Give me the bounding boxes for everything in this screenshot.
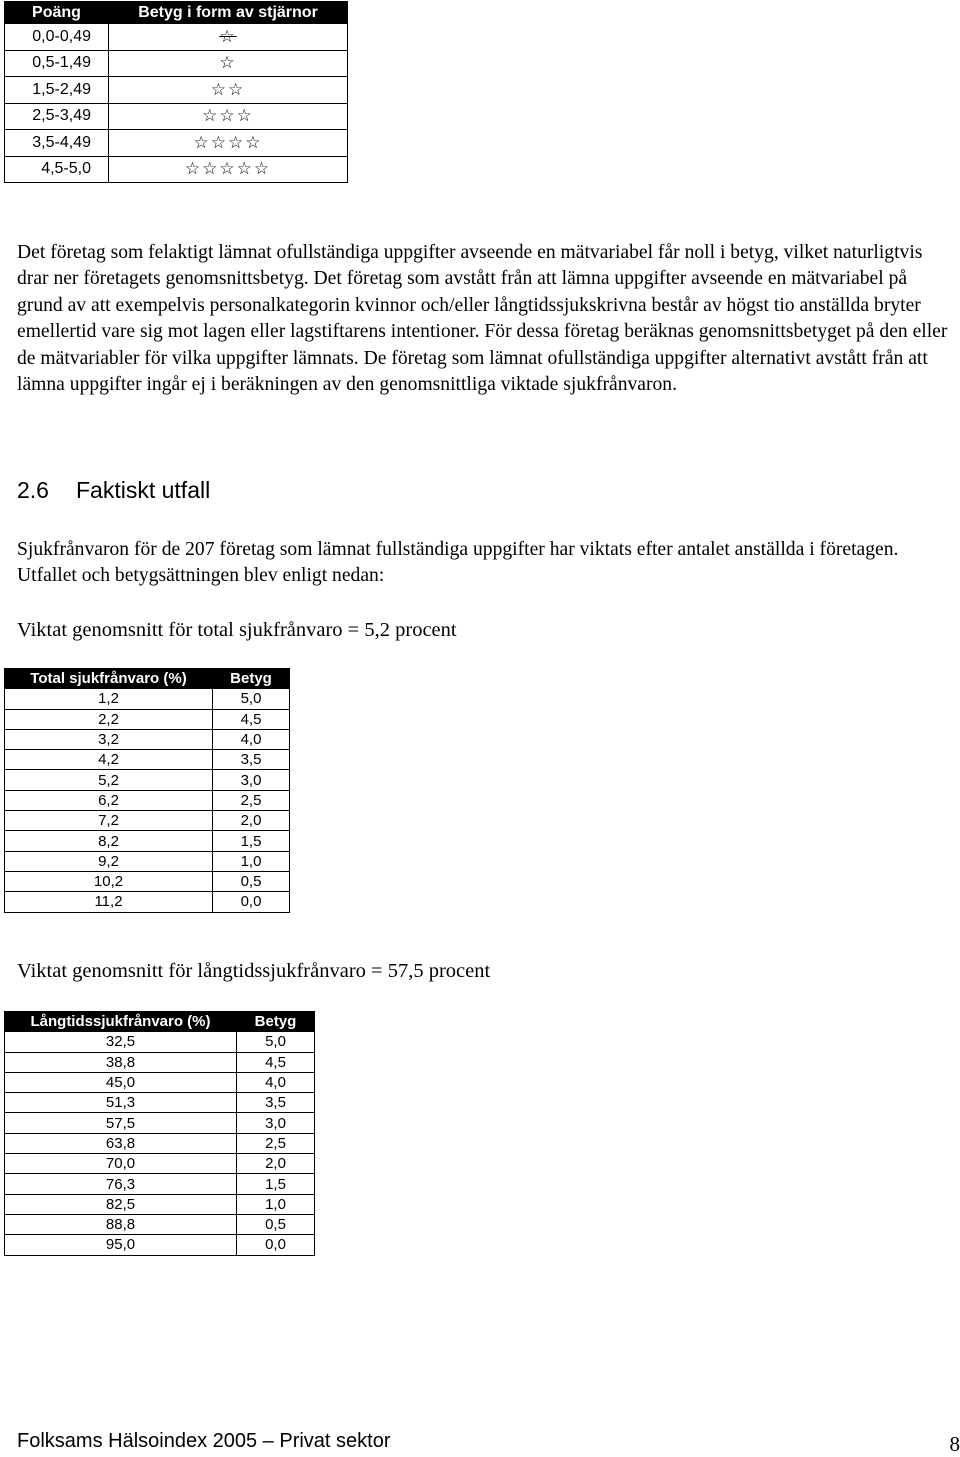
table-row xyxy=(5,103,348,130)
column-header-long-term: Långtidssjukfrånvaro (%) xyxy=(5,1012,237,1032)
star-rating-icon: ☆ xyxy=(109,50,348,77)
table-row xyxy=(5,1052,315,1072)
body-paragraph: Det företag som felaktigt lämnat ofullständiga uppgifter avseende en mätvariabel får noll i betyg, vilket naturligtvis drar ner företagets genomsnittsbetyg. Det företag som avstått från att lämna uppgifter avseende en mätvariabel på grund av att exempelvis personalkategorin kvinnor och/eller långtidssjukskrivna består av högst tio anställda bryter emellertid vare sig mot lagen eller lagstiftarens intentioner. För dessa företag beräknas genomsnittsbetyget på den eller de mätvariabler för vilka uppgifter lämnats. De företag som lämnat ofullständiga uppgifter alternativt avstått från att lämna uppgifter ingår ej i beräkningen av den genomsnittliga viktade sjukfrånvaron. xyxy=(17,240,957,398)
grade-cell: 2,5 xyxy=(237,1133,315,1153)
absence-percent-cell: 3,2 xyxy=(5,729,213,749)
table-row xyxy=(5,24,348,51)
absence-percent-cell: 38,8 xyxy=(5,1052,237,1072)
grade-cell: 3,0 xyxy=(237,1113,315,1133)
absence-percent-cell: 70,0 xyxy=(5,1154,237,1174)
table-row xyxy=(5,1032,315,1052)
grade-cell: 5,0 xyxy=(213,689,290,709)
grade-cell: 1,0 xyxy=(237,1194,315,1214)
points-range-cell: 3,5-4,49 xyxy=(5,130,109,157)
grade-cell: 0,0 xyxy=(213,892,290,912)
long-term-table-body xyxy=(5,1032,315,1255)
column-header-grade: Betyg xyxy=(213,669,290,689)
table-row xyxy=(5,729,290,749)
table-header-row xyxy=(5,1012,315,1032)
points-range-cell: 2,5-3,49 xyxy=(5,103,109,130)
absence-percent-cell: 2,2 xyxy=(5,709,213,729)
table-row xyxy=(5,709,290,729)
grade-cell: 1,5 xyxy=(213,831,290,851)
absence-percent-cell: 6,2 xyxy=(5,790,213,810)
column-header-total: Total sjukfrånvaro (%) xyxy=(5,669,213,689)
total-absence-heading: Viktat genomsnitt för total sjukfrånvaro = 5,2 procent xyxy=(17,617,957,643)
absence-percent-cell: 95,0 xyxy=(5,1235,237,1255)
grade-cell: 4,0 xyxy=(213,729,290,749)
star-rating-icon: ☆☆☆☆ xyxy=(109,130,348,157)
absence-percent-cell: 10,2 xyxy=(5,871,213,891)
table-header-row xyxy=(5,2,348,24)
table-row xyxy=(5,1194,315,1214)
column-header-points: Poäng xyxy=(5,2,109,24)
section-title: Faktiskt utfall xyxy=(76,477,210,503)
table-row xyxy=(5,770,290,790)
absence-percent-cell: 8,2 xyxy=(5,831,213,851)
grade-cell: 3,0 xyxy=(213,770,290,790)
absence-percent-cell: 9,2 xyxy=(5,851,213,871)
absence-percent-cell: 4,2 xyxy=(5,750,213,770)
absence-percent-cell: 32,5 xyxy=(5,1032,237,1052)
total-table-body xyxy=(5,689,290,912)
grade-cell: 1,0 xyxy=(213,851,290,871)
section-number: 2.6 xyxy=(17,477,76,504)
grade-cell: 2,0 xyxy=(237,1154,315,1174)
star-rating-icon: ☆☆☆☆☆ xyxy=(109,156,348,183)
section-heading xyxy=(17,477,210,504)
total-absence-table xyxy=(4,668,290,913)
grade-cell: 3,5 xyxy=(237,1093,315,1113)
absence-percent-cell: 51,3 xyxy=(5,1093,237,1113)
long-term-absence-table xyxy=(4,1011,315,1256)
points-range-cell: 0,5-1,49 xyxy=(5,50,109,77)
column-header-stars: Betyg i form av stjärnor xyxy=(109,2,348,24)
page-footer: Folksams Hälsoindex 2005 – Privat sektor xyxy=(17,1430,391,1453)
star-rating-icon: ☆☆ xyxy=(109,77,348,104)
grade-cell: 2,0 xyxy=(213,811,290,831)
table-row xyxy=(5,1072,315,1092)
table-row xyxy=(5,750,290,770)
table-row xyxy=(5,50,348,77)
star-table-body xyxy=(5,24,348,183)
table-row xyxy=(5,1133,315,1153)
absence-percent-cell: 76,3 xyxy=(5,1174,237,1194)
table-header-row xyxy=(5,669,290,689)
points-range-cell: 4,5-5,0 xyxy=(5,156,109,183)
grade-cell: 0,5 xyxy=(213,871,290,891)
absence-percent-cell: 5,2 xyxy=(5,770,213,790)
table-row xyxy=(5,790,290,810)
grade-cell: 2,5 xyxy=(213,790,290,810)
table-row xyxy=(5,1214,315,1234)
star-rating-icon: ☆☆☆ xyxy=(109,103,348,130)
absence-percent-cell: 11,2 xyxy=(5,892,213,912)
results-paragraph: Sjukfrånvaron för de 207 företag som lämnat fullständiga uppgifter har viktats efter antalet anställda i företagen. Utfallet och betygsättningen blev enligt nedan: xyxy=(17,537,957,590)
table-row xyxy=(5,689,290,709)
grade-cell: 4,5 xyxy=(213,709,290,729)
star-rating-table xyxy=(4,1,348,183)
absence-percent-cell: 88,8 xyxy=(5,1214,237,1234)
table-row xyxy=(5,1174,315,1194)
absence-percent-cell: 45,0 xyxy=(5,1072,237,1092)
table-row xyxy=(5,892,290,912)
table-row xyxy=(5,1093,315,1113)
table-row xyxy=(5,1154,315,1174)
absence-percent-cell: 1,2 xyxy=(5,689,213,709)
page-number: 8 xyxy=(950,1432,960,1457)
table-row xyxy=(5,851,290,871)
grade-cell: 5,0 xyxy=(237,1032,315,1052)
table-row xyxy=(5,831,290,851)
table-row xyxy=(5,1113,315,1133)
absence-percent-cell: 7,2 xyxy=(5,811,213,831)
table-row xyxy=(5,130,348,157)
grade-cell: 1,5 xyxy=(237,1174,315,1194)
points-range-cell: 1,5-2,49 xyxy=(5,77,109,104)
grade-cell: 0,5 xyxy=(237,1214,315,1234)
absence-percent-cell: 57,5 xyxy=(5,1113,237,1133)
star-rating-icon: ☆ xyxy=(109,24,348,51)
grade-cell: 4,5 xyxy=(237,1052,315,1072)
column-header-grade: Betyg xyxy=(237,1012,315,1032)
points-range-cell: 0,0-0,49 xyxy=(5,24,109,51)
grade-cell: 3,5 xyxy=(213,750,290,770)
long-term-absence-heading: Viktat genomsnitt för långtidssjukfrånvaro = 57,5 procent xyxy=(17,958,957,984)
table-row xyxy=(5,1235,315,1255)
grade-cell: 0,0 xyxy=(237,1235,315,1255)
table-row xyxy=(5,811,290,831)
absence-percent-cell: 82,5 xyxy=(5,1194,237,1214)
grade-cell: 4,0 xyxy=(237,1072,315,1092)
absence-percent-cell: 63,8 xyxy=(5,1133,237,1153)
table-row xyxy=(5,871,290,891)
table-row xyxy=(5,156,348,183)
table-row xyxy=(5,77,348,104)
